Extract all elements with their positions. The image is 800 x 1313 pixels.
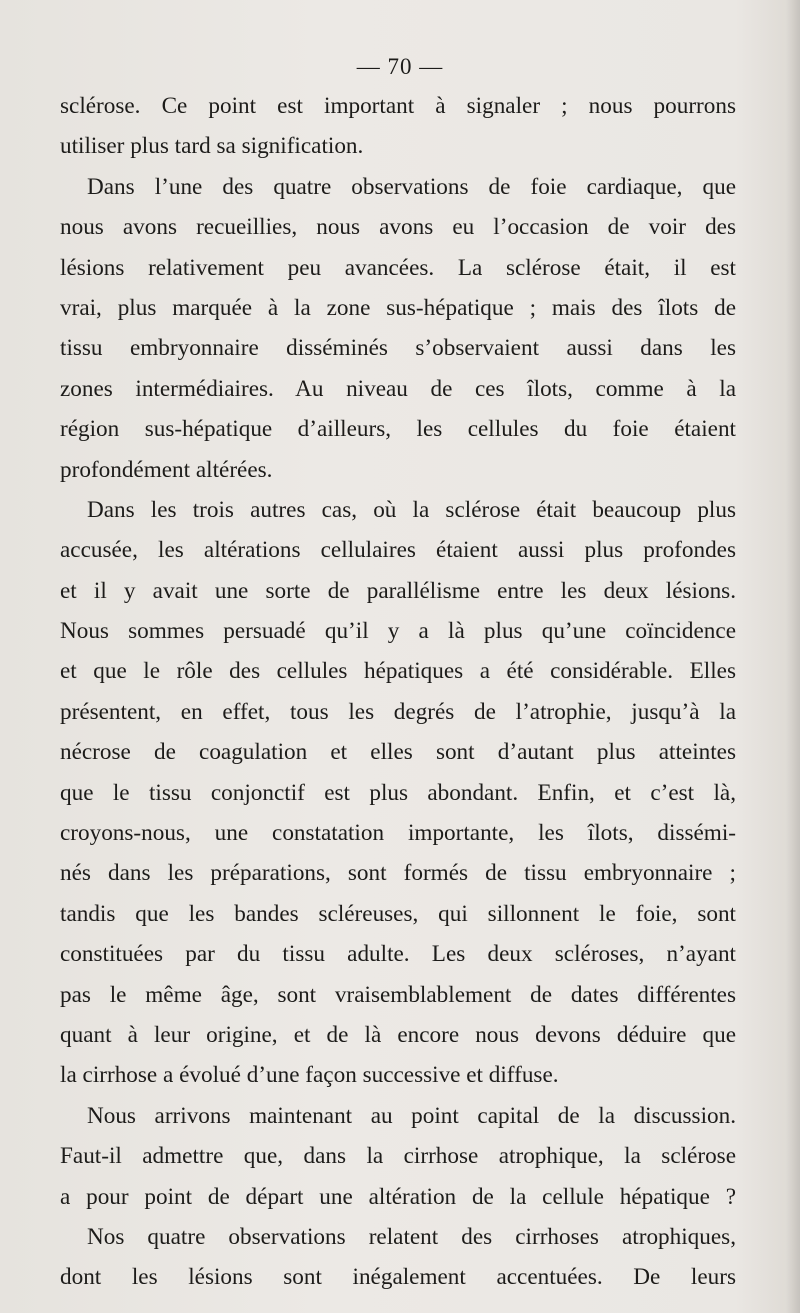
text-line-28: a pour point de départ une altération de la cellule hépatique ? (60, 1183, 736, 1210)
text-line-15: et que le rôle des cellules hépatiques a été considérable. Elles (60, 658, 736, 685)
text-line-7: tissu embryonnaire disséminés s’observaient aussi dans les (60, 335, 736, 362)
body-text (60, 86, 736, 1298)
text-line-19: croyons-nous, une constatation importante, les îlots, dissémi- (60, 820, 736, 847)
text-line-14: Nous sommes persuadé qu’il y a là plus qu’une coïncidence (60, 618, 736, 645)
text-line-10: profondément altérées. (60, 456, 273, 483)
text-line-20: nés dans les préparations, sont formés de tissu embryonnaire ; (60, 860, 736, 887)
text-line-9: région sus-hépatique d’ailleurs, les cellules du foie étaient (60, 416, 736, 443)
text-line-29: Nos quatre observations relatent des cirrhoses atrophiques, (87, 1223, 736, 1250)
text-line-4: nous avons recueillies, nous avons eu l’occasion de voir des (60, 214, 736, 241)
text-line-25: la cirrhose a évolué d’une façon successive et diffuse. (60, 1062, 559, 1089)
text-line-6: vrai, plus marquée à la zone sus-hépatique ; mais des îlots de (60, 294, 736, 321)
text-line-27: Faut-il admettre que, dans la cirrhose atrophique, la sclérose (60, 1143, 736, 1170)
text-line-5: lésions relativement peu avancées. La sclérose était, il est (60, 254, 736, 281)
text-line-24: quant à leur origine, et de là encore nous devons déduire que (60, 1021, 736, 1048)
text-line-30: dont les lésions sont inégalement accentuées. De leurs (60, 1264, 736, 1291)
text-line-8: zones intermédiaires. Au niveau de ces îlots, comme à la (60, 375, 736, 402)
text-line-21: tandis que les bandes scléreuses, qui sillonnent le foie, sont (60, 900, 736, 927)
text-line-23: pas le même âge, sont vraisemblablement de dates différentes (60, 981, 736, 1008)
text-line-22: constituées par du tissu adulte. Les deux scléroses, n’ayant (60, 941, 736, 968)
text-line-3: Dans l’une des quatre observations de foie cardiaque, que (87, 173, 736, 200)
text-line-2: utiliser plus tard sa signification. (60, 133, 364, 160)
text-line-1: sclérose. Ce point est important à signaler ; nous pourrons (60, 93, 736, 119)
text-line-13: et il y avait une sorte de parallélisme entre les deux lésions. (60, 577, 736, 604)
page-number: — 70 — (356, 54, 444, 79)
text-line-12: accusée, les altérations cellulaires étaient aussi plus profondes (60, 537, 736, 564)
page-edge-shadow (786, 0, 800, 1313)
text-line-16: présentent, en effet, tous les degrés de l’atrophie, jusqu’à la (60, 698, 736, 725)
text-line-26: Nous arrivons maintenant au point capital de la discussion. (87, 1102, 736, 1129)
text-line-18: que le tissu conjonctif est plus abondant. Enfin, et c’est là, (60, 779, 736, 806)
text-line-11: Dans les trois autres cas, où la sclérose était beaucoup plus (87, 496, 736, 523)
text-line-17: nécrose de coagulation et elles sont d’autant plus atteintes (60, 739, 736, 766)
